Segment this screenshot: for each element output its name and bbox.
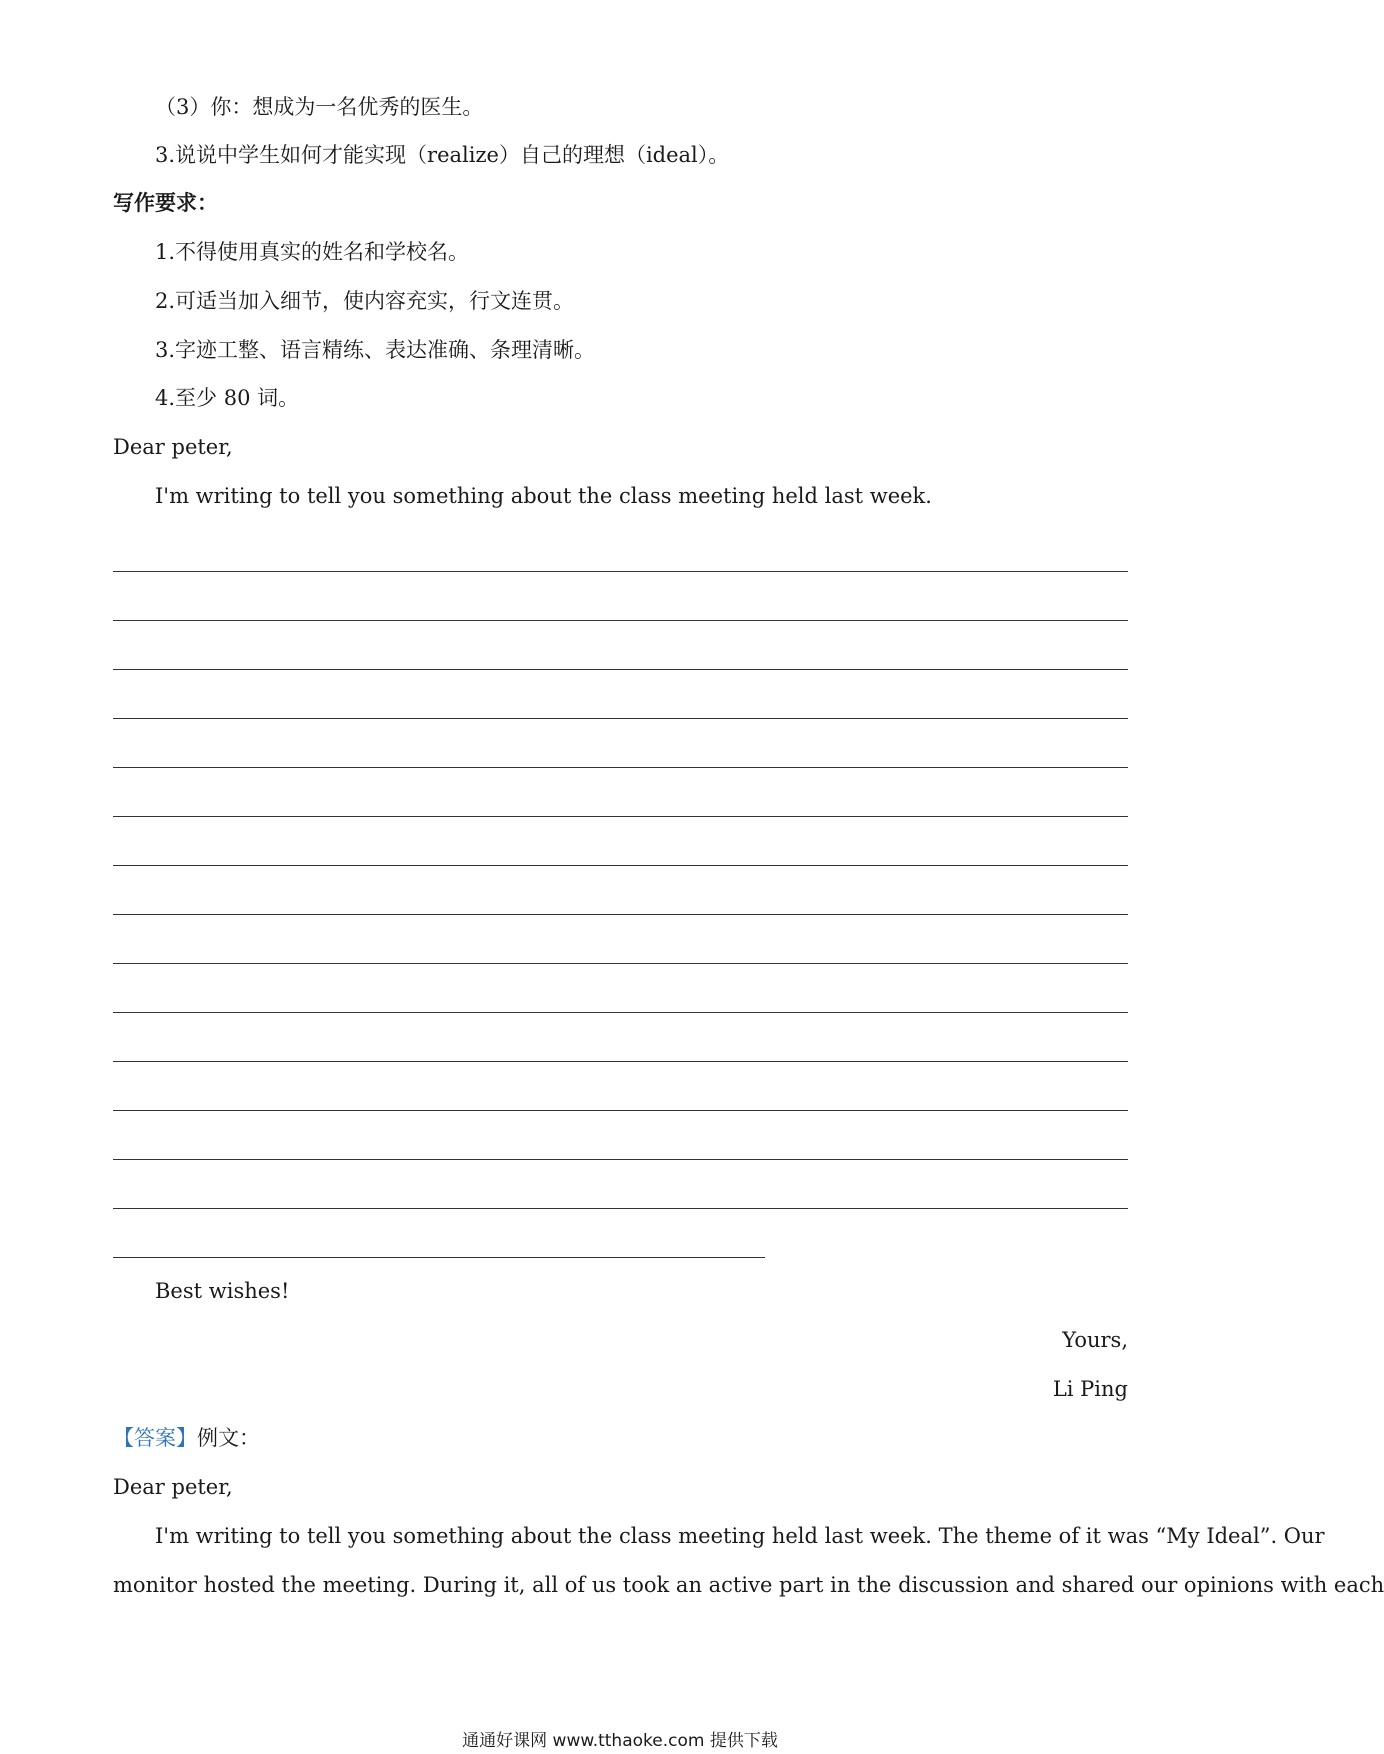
letter-closing: Best wishes!	[155, 1279, 290, 1303]
letter-salutation: Dear peter,	[113, 435, 233, 459]
answer-heading	[113, 1424, 260, 1452]
answer-body-line-1: I'm writing to tell you something about the class meeting held last week. The theme of it was “My Ideal”. Our	[155, 1524, 1325, 1548]
writing-line	[113, 620, 1128, 621]
writing-line	[113, 669, 1128, 670]
writing-line	[113, 914, 1128, 915]
page-footer: 通通好课网 www.tthaoke.com 提供下载	[462, 1731, 778, 1751]
task-item-3: （3）你：想成为一名优秀的医生。	[155, 95, 484, 119]
letter-signoff: Yours,	[1062, 1328, 1128, 1352]
writing-line-last	[113, 1257, 765, 1258]
writing-line	[113, 1012, 1128, 1013]
writing-line	[113, 1159, 1128, 1160]
answer-body-line-2: monitor hosted the meeting. During it, all of us took an active part in the discussion and shared our opinions with each	[113, 1573, 1384, 1597]
requirements-heading: 写作要求：	[113, 190, 218, 215]
writing-line	[113, 1110, 1128, 1111]
writing-line	[113, 816, 1128, 817]
writing-line	[113, 1061, 1128, 1062]
letter-signature: Li Ping	[1052, 1377, 1128, 1401]
writing-line	[113, 865, 1128, 866]
writing-line	[113, 718, 1128, 719]
writing-line	[113, 963, 1128, 964]
requirement-item-1: 1.不得使用真实的姓名和学校名。	[155, 240, 470, 264]
task-point-3: 3.说说中学生如何才能实现（realize）自己的理想（ideal）。	[155, 143, 730, 167]
answer-tag: 【答案】	[113, 1426, 197, 1450]
requirement-item-3: 3.字迹工整、语言精练、表达准确、条理清晰。	[155, 338, 596, 362]
writing-line	[113, 1208, 1128, 1209]
answer-salutation: Dear peter,	[113, 1475, 233, 1499]
requirement-item-4: 4.至少 80 词。	[155, 386, 300, 410]
requirement-item-2: 2.可适当加入细节，使内容充实，行文连贯。	[155, 289, 575, 313]
writing-line	[113, 571, 1128, 572]
letter-opening: I'm writing to tell you something about the class meeting held last week.	[155, 484, 932, 508]
answer-label: 例文：	[197, 1426, 260, 1450]
writing-line	[113, 767, 1128, 768]
